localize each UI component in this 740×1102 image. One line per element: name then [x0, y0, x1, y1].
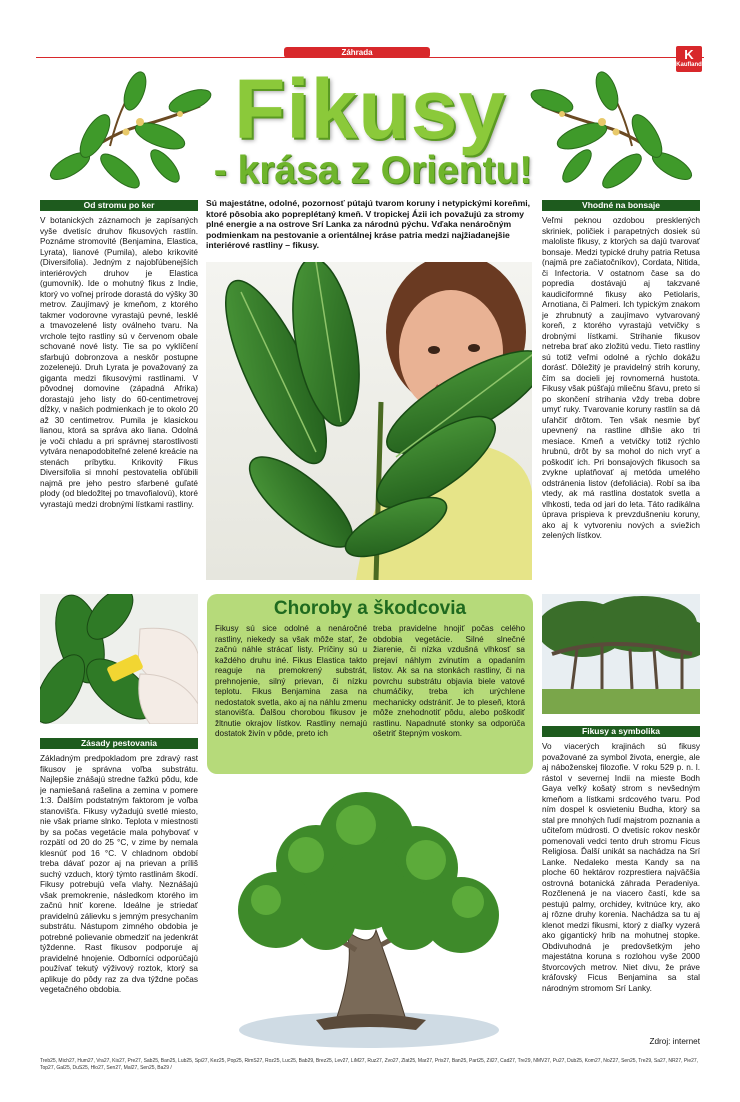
- kaufland-logo: K Kaufland: [676, 46, 702, 72]
- left-column-heading: Od stromu po ker: [40, 200, 198, 211]
- right-column-text: Veľmi peknou ozdobou presklených skriniek, poličiek i parapetných dosiek sú maloliste fikusy, z ktorých sa dajú tvarovať bonsaje. Medzi typické druhy patria Retusa (najmä pre začiatočníkov), Cordata, Nitida, či Infectoria. V ostatnom čase sa do popredia dostávajú aj takzvané kaudiciformné fikusy ako Petiolaris, Arnotiana, či Palmeri. Ich typickým znakom je zhrubnutý a zaujímavo vytvarovaný koreň, z ktorého vyrastajú vetvičky s drobnými lístkami. Strihanie fikusov netreba brať ako zložitú vedu. Tieto rastliny sú totiž veľmi odolné a rýchlo dokážu dorásť. Dôležitý je pravidelný strih koruny, čím sa docieli jej rovnomerná hustota. Fikusy však púšťajú mliečnu šťavu, preto si po skončení strihania vždy treba dobre umyť ruky. Tvarovanie koruny rastlín sa dá uľahčiť drôtom. Ten však nesmie byť upevnený na rastline dlhšie ako tri mesiace. Kmeň a vetvičky totiž rýchlo hrubnú, drôt by sa mohol do nich vryť a poškodiť ich. Pri bonsajových fikusoch sa zvykne uplatňovať aj metóda umelého odstránenia listov (defoliácia). Robí sa iba vtedy, ak má rastlina dostatok svetla a vlhkosti, teda od jari do leta. Táto radikálna úprava prispieva k prevzdušneniu koruny, ako aj k vytvoreniu nových a sviežich zelených lístkov.: [542, 216, 700, 540]
- lead-paragraph: Sú majestátne, odolné, pozornosť pútajú tvarom koruny i netypickými koreňmi, ktoré pôsobia ako popreplétaný kmeň. V tropickej Ázii ich považujú za stromy plné energie a na ostrove Srí Lanka za národnú pýchu. Vďaka nenáročným podmienkam na pestovanie a orientálnej kráse patria medzi najžiadanejšie interiérové rastliny – fikusy.: [206, 198, 531, 251]
- header-rule: [36, 57, 704, 58]
- choroby-column-2: treba pravidelne hnojiť počas celého obdobia vegetácie. Silné slnečné žiarenie, či nízka vzdušná vlhkosť sa prejaví náhlym zvinutím a opadaním listov. Ak sa na stonkách rastliny, či na povrchu substrátu objavia biele vatové chumáčiky, treba ich urýchlene mechanicky odstrániť. Je to pleseň, ktorá môže znehodnotiť pôdu, alebo poškodiť rastlinu. Napadnuté stonky sa odporúča ošetriť štepným voskom.: [373, 624, 525, 738]
- symbolika-text: Vo viacerých krajinách sú fikusy považované za symbol života, energie, ale aj náboženskej filozofie. V roku 529 p. n. l. rástol v severnej Indii na mieste Bodh Gaya veľký košatý strom s nevšedným kmeňom a lístkami srdcového tvaru. Pod ním dospel k osvieteniu Budha, ktorý sa stal pre mnohých ľudí majstrom poznania a učiteľom múdrosti. O dvetisíc rokov neskôr pomenovali vedci tento druh stromu Ficus Religiosa. Ďalší unikát sa nachádza na Srí Lanke. Nedaleko mesta Kandy sa na ploche 60 hektárov rozprestiera najväčšia ostrovná botanická záhrada Peradeniya. Rozčlenená je na viacero častí, kde sa pestujú palmy, orchidey, kvitnúce kry, ako aj rôzne druhy korenia. Nachádza sa tu aj klenot medzi fikusmi, ktorý z diaľky vyzerá ako gigantický hrib na mohutnej stopke. Obdivuhodná je predovšetkým jeho majestátna koruna s rozlohou vyše 2000 štvorcových metrov. Niet divu, že práve kráľovský Ficus Benjamina sa stal národným stromom Srí Lanky.: [542, 742, 700, 993]
- choroby-column-1: Fikusy sú sice odolné a nenáročné rastliny, niekedy sa však môže stať, že začnú náhle strácať listy. Príčiny sú u každého druhu iné. Fikus Elastica takto reaguje na premokrený substrát, prehnojenie, silný prievan, či nízku teplotu. Fikus Benjamina zasa na nedostatok svetla, ako aj na náhlu zmenu stanovišťa. Ďalšou chorobou fikusov je žltnutie okrajov lístkov. Rastliny nemajú dostatok živín v pôde, preto ich: [215, 624, 367, 738]
- section-label: Záhrada: [284, 47, 430, 58]
- banyan-tree-photo: [542, 594, 700, 714]
- main-photo-woman-ficus: [206, 262, 532, 580]
- choroby-title: Choroby a škodcovia: [273, 598, 467, 619]
- left-column-text: V botanických záznamoch je zapísaných vyše dvetisíc druhov fikusových rastlín. Poznáme stromovité (Benjamina, Elastica, Lyrata), lianové (Pumila), alebo krikovité (Diversifolia). Jedným z najobľúbenejších interiérových druhov je Elastica (gumovník). Ide o mohutný fikus z Indie, ktorý vo voľnej prírode dorastá do výšky 30 metrov. Zaujímavý je kmeňom, z ktorého takmer vodorovne vyrastajú pevné, lesklé a tmavozelené listy oválneho tvaru. Na vrchole tejto rastliny sú v červenom obale schované nové listy. Tie sa po vyklíčení sfarbujú dobronzova a neskôr postupne zozelenejú. Druh Lyrata je považovaný za giganta medzi fikusovými rastlinami. V pôvodnej domovine (západná Afrika) dorastajú jeho listy do 60-centimetrovej dĺžky, v našich podmienkach je to okolo 20 až 30 centimetrov. Pumila je klasickou lianou, ktorá sa správa ako liana. Odolná je voči chladu a pri správnej starostlivosti vytvára nenapodobiteľné zelené kreácie na stenách príbytku. Krikovitý Fikus Diversifolia si mnohí pestovatelia obľúbili najmä pre jeho pestro sfarbené guľaté plody (od bledožltej po tmavofialovú), ktoré vyrastajú medzi drobnými lístkami rastliny.: [40, 216, 198, 509]
- source-credit: Zdroj: internet: [649, 1037, 700, 1046]
- footer-store-codes: Treb25, Mich27, Hum27, Vra27, Kis27, Pre27, Sab25, Ban25, Lub25, Spi27, Kez25, Pop25, RimS27, Roz25, Luc25, Bab29, Brez25, Lev27, LiM27, Ruz27, Zvo27, Zlat25, Mar27, Pris27, Ban25, Part25, Zil27, Cad27, Tre29, NMV27, Pu27, Dub25, Kom27, NoZ27, Sen25, Tre29, Sa27, NR27, Pie27, Top27, Gal25, DuS25, Hlo27, Sen27, Mal27, Sen25, Ba29 /: [40, 1058, 699, 1071]
- page-title: Fikusy: [233, 62, 507, 156]
- symbolika-heading: Fikusy a symbolika: [542, 726, 700, 737]
- bonsai-photo: [206, 780, 532, 1050]
- photo-cleaning-leaves: [40, 594, 198, 724]
- logo-text: Kaufland: [676, 62, 702, 68]
- zasady-heading: Zásady pestovania: [40, 738, 198, 749]
- right-column-heading: Vhodné na bonsaje: [542, 200, 700, 211]
- page-subtitle: - krása z Orientu!: [213, 149, 533, 192]
- zasady-text: Základným predpokladom pre zdravý rast fikusov je správna voľba substrátu. Najlepšie znášajú stredne ťažkú pôdu, kde je namiešaná rašelina a zemina v pomere 1:3. Ďalším podstatným faktorom je voľba stanovišťa. Fikusy vyžadujú svetlé miesto, nie však priame slnko. Teplota v miestnosti by sa počas vegetácie mala pohybovať v rozpätí od 20 do 25 °C, v zime by nemala klesnúť pod 16 °C. V chladnom období treba dávať pozor aj na prievan a príliš suchý vzduch, ktorý týmto rastlinám škodí. Fikusy potrebujú veľa vlahy. Neznášajú však premokrenie, následkom ktorého im začnú hniť korene. Ideálne je striedať pravidelnú zálievku s jemným presychaním substrátu. Nástupom zimného obdobia je potrebné polievanie obmedziť na jedenkrát týždenne. Rast fikusov podporuje aj pravidelné hnojenie. Odborníci odporúčajú používať tekutý výživový roztok, ktorý sa aplikuje do pôdy raz za dva týždne počas vegetačného obdobia.: [40, 754, 198, 994]
